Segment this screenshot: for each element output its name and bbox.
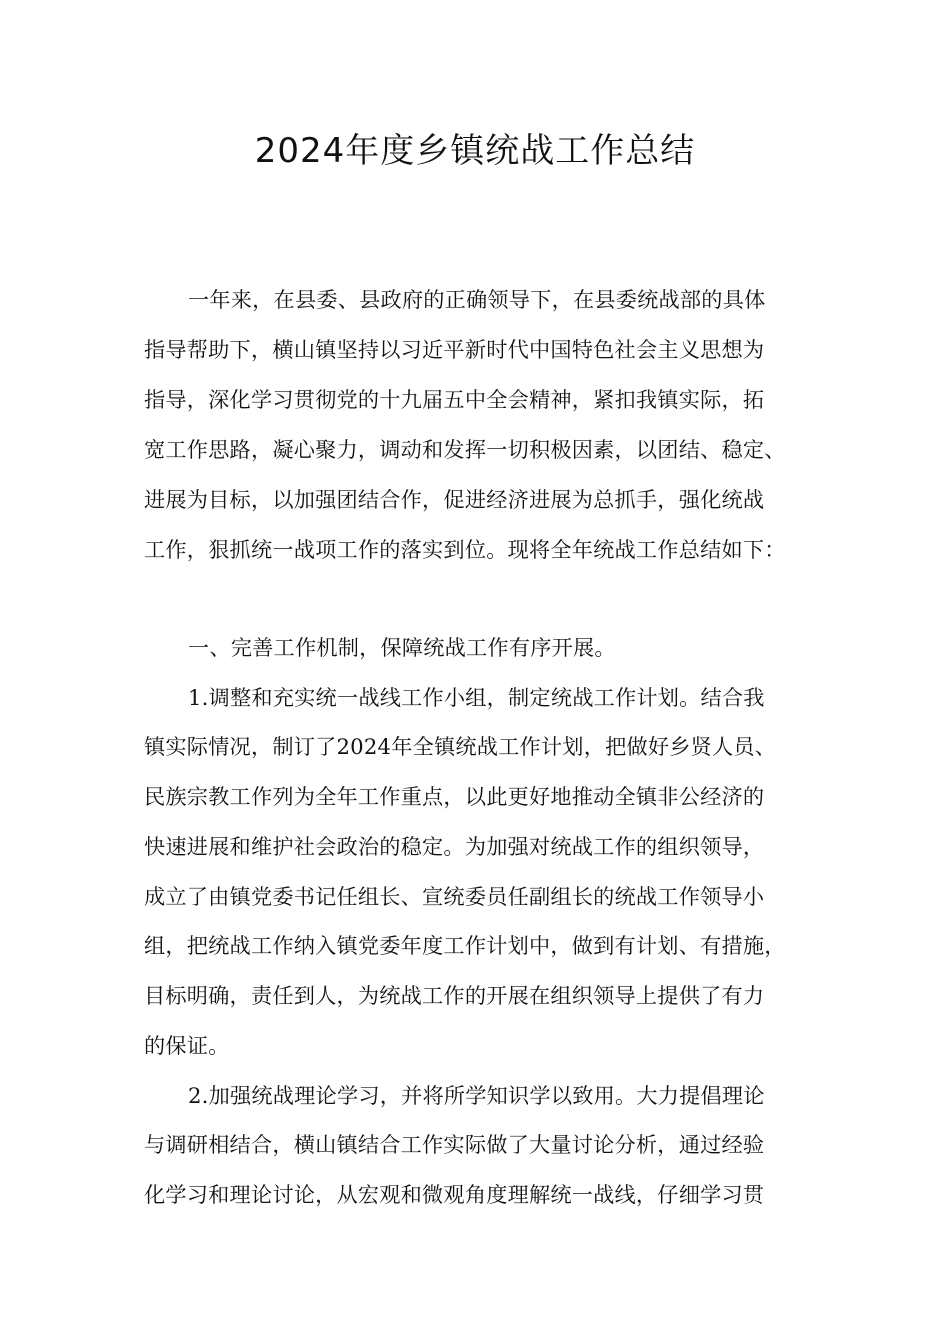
paragraph-line: 与调研相结合，横山镇结合工作实际做了大量讨论分析，通过经验 [144,1132,765,1157]
paragraph-line: 工作，狠抓统一战项工作的落实到位。现将全年统战工作总结如下： [144,537,786,562]
document-title: 2024年度乡镇统战工作总结 [254,131,696,171]
paragraph-line: 快速进展和维护社会政治的稳定。为加强对统战工作的组织领导， [144,834,765,859]
paragraph-line: 一年来，在县委、县政府的正确领导下，在县委统战部的具体 [188,287,766,312]
paragraph-line: 2.加强统战理论学习，并将所学知识学以致用。大力提倡理论 [188,1083,765,1108]
paragraph-line: 1.调整和充实统一战线工作小组，制定统战工作计划。结合我 [188,685,765,710]
paragraph-line: 成立了由镇党委书记任组长、宣统委员任副组长的统战工作领导小 [144,884,765,909]
paragraph-line: 镇实际情况，制订了2024年全镇统战工作计划，把做好乡贤人员、 [144,734,777,759]
paragraph-line: 指导，深化学习贯彻党的十九届五中全会精神，紧扣我镇实际，拓 [144,387,765,412]
paragraph-line: 指导帮助下，横山镇坚持以习近平新时代中国特色社会主义思想为 [144,337,765,362]
paragraph-line: 组，把统战工作纳入镇党委年度工作计划中，做到有计划、有措施， [144,933,786,958]
paragraph-line: 进展为目标，以加强团结合作，促进经济进展为总抓手，强化统战 [144,487,765,512]
paragraph-line: 目标明确，责任到人，为统战工作的开展在组织领导上提供了有力 [144,983,765,1008]
paragraph-line: 的保证。 [144,1033,230,1058]
section-heading: 一、完善工作机制，保障统战工作有序开展。 [188,635,616,660]
paragraph-line: 民族宗教工作列为全年工作重点，以此更好地推动全镇非公经济的 [144,784,765,809]
paragraph-line: 宽工作思路，凝心聚力，调动和发挥一切积极因素，以团结、稳定、 [144,437,786,462]
paragraph-line: 化学习和理论讨论，从宏观和微观角度理解统一战线，仔细学习贯 [144,1182,765,1207]
